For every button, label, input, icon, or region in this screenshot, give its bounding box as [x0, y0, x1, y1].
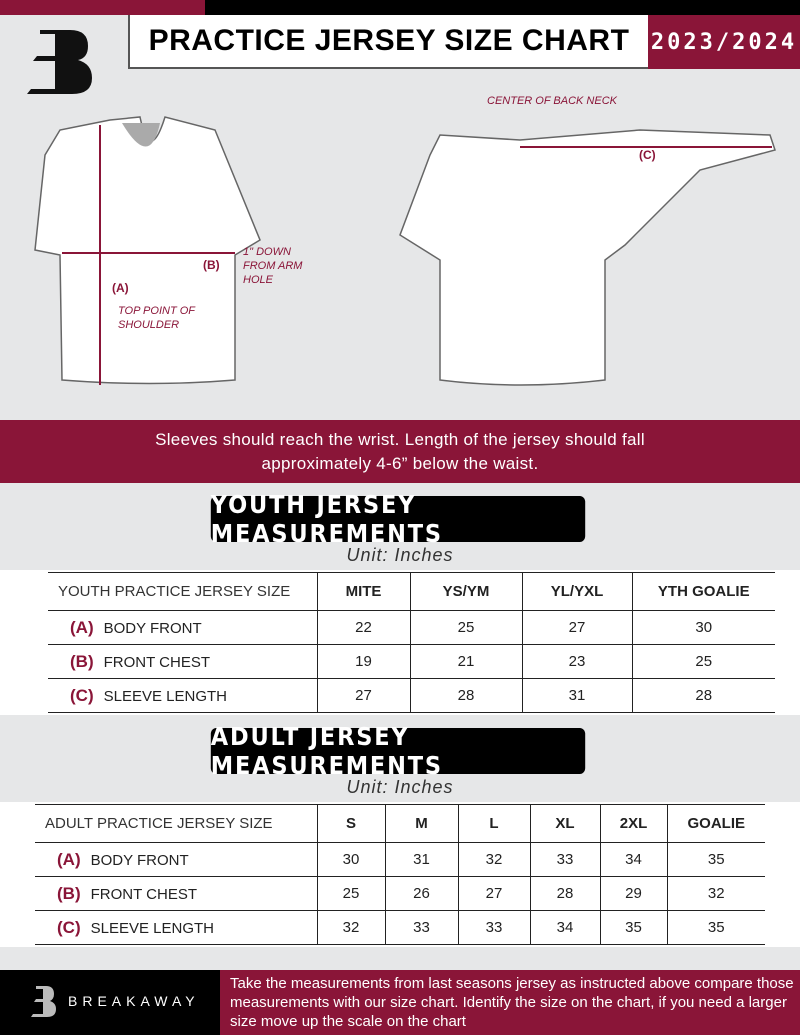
table-row [48, 645, 775, 679]
column-header: YL/YXL [522, 573, 632, 611]
table-row [35, 877, 765, 911]
column-header: ADULT PRACTICE JERSEY SIZE [35, 805, 317, 843]
row-key: (A) [57, 849, 81, 869]
cell-value: 33 [458, 911, 530, 945]
row-label [35, 911, 317, 945]
jersey-diagram [0, 95, 800, 415]
arm-hole-note: 1" DOWN FROM ARM HOLE [243, 246, 303, 286]
cell-value: 26 [385, 877, 458, 911]
cell-value: 27 [317, 679, 410, 713]
row-label [48, 611, 317, 645]
cell-value: 32 [458, 843, 530, 877]
cell-value: 35 [667, 911, 765, 945]
cell-value: 30 [317, 843, 385, 877]
cell-value: 33 [530, 843, 600, 877]
brand-logo [25, 28, 95, 96]
row-name: SLEEVE LENGTH [90, 919, 214, 937]
column-header: YS/YM [410, 573, 522, 611]
cell-value: 25 [410, 611, 522, 645]
cell-value: 29 [600, 877, 667, 911]
label-c: (C) [639, 148, 656, 162]
cell-value: 31 [385, 843, 458, 877]
cell-value: 32 [317, 911, 385, 945]
back-jersey [400, 130, 775, 385]
column-header: GOALIE [667, 805, 765, 843]
row-name: FRONT CHEST [103, 653, 211, 671]
row-label [48, 645, 317, 679]
column-header: XL [530, 805, 600, 843]
cell-value: 28 [632, 679, 775, 713]
cell-value: 28 [530, 877, 600, 911]
table-row [35, 843, 765, 877]
row-name: BODY FRONT [90, 851, 189, 869]
row-name: SLEEVE LENGTH [103, 687, 227, 705]
cell-value: 35 [667, 843, 765, 877]
adult-unit: Unit: Inches [346, 777, 454, 797]
cell-value: 34 [530, 911, 600, 945]
page-title: PRACTICE JERSEY SIZE CHART [128, 15, 648, 69]
row-key: (A) [70, 617, 94, 637]
row-label [35, 877, 317, 911]
cell-value: 19 [317, 645, 410, 679]
row-key: (B) [57, 883, 81, 903]
youth-unit: Unit: Inches [346, 545, 454, 565]
row-name: FRONT CHEST [90, 885, 198, 903]
band-line-2: approximately 4-6” below the waist. [261, 454, 539, 473]
cell-value: 35 [600, 911, 667, 945]
instruction-band [0, 420, 800, 483]
table-row [48, 679, 775, 713]
table-row [35, 911, 765, 945]
cell-value: 22 [317, 611, 410, 645]
cell-value: 31 [522, 679, 632, 713]
footer-brand: BREAKAWAY [68, 993, 200, 1009]
row-key: (C) [70, 685, 94, 705]
shoulder-note: TOP POINT OF SHOULDER [118, 305, 195, 331]
row-label [35, 843, 317, 877]
top-bar-accent [0, 0, 205, 15]
column-header: 2XL [600, 805, 667, 843]
youth-table [48, 572, 775, 713]
footer-text: Take the measurements from last seasons jersey as instructed above compare those measurements with our size chart. Identify the size on the chart, if you need a larger size move up the scale on the chart [220, 970, 800, 1035]
label-a: (A) [112, 281, 129, 295]
label-b: (B) [203, 258, 220, 272]
front-jersey [35, 117, 260, 384]
band-line-1: Sleeves should reach the wrist. Length of the jersey should fall [155, 430, 645, 449]
row-label [48, 679, 317, 713]
row-name: BODY FRONT [103, 619, 202, 637]
column-header: MITE [317, 573, 410, 611]
adult-table [35, 804, 765, 945]
row-key: (C) [57, 917, 81, 937]
top-bar [205, 0, 800, 15]
column-header: M [385, 805, 458, 843]
cell-value: 28 [410, 679, 522, 713]
youth-title: YOUTH JERSEY MEASUREMENTS [211, 496, 585, 542]
cell-value: 25 [632, 645, 775, 679]
column-header: YTH GOALIE [632, 573, 775, 611]
table-header [35, 805, 765, 843]
cell-value: 21 [410, 645, 522, 679]
adult-title: ADULT JERSEY MEASUREMENTS [211, 728, 585, 774]
column-header: YOUTH PRACTICE JERSEY SIZE [48, 573, 317, 611]
cell-value: 25 [317, 877, 385, 911]
footer-logo [30, 985, 56, 1019]
column-header: L [458, 805, 530, 843]
cell-value: 34 [600, 843, 667, 877]
cell-value: 30 [632, 611, 775, 645]
column-header: S [317, 805, 385, 843]
season-badge: 2023/2024 [648, 15, 800, 69]
cell-value: 27 [522, 611, 632, 645]
row-key: (B) [70, 651, 94, 671]
table-header [48, 573, 775, 611]
cell-value: 33 [385, 911, 458, 945]
cell-value: 27 [458, 877, 530, 911]
center-back-neck-note: CENTER OF BACK NECK [487, 95, 617, 107]
table-row [48, 611, 775, 645]
cell-value: 32 [667, 877, 765, 911]
cell-value: 23 [522, 645, 632, 679]
